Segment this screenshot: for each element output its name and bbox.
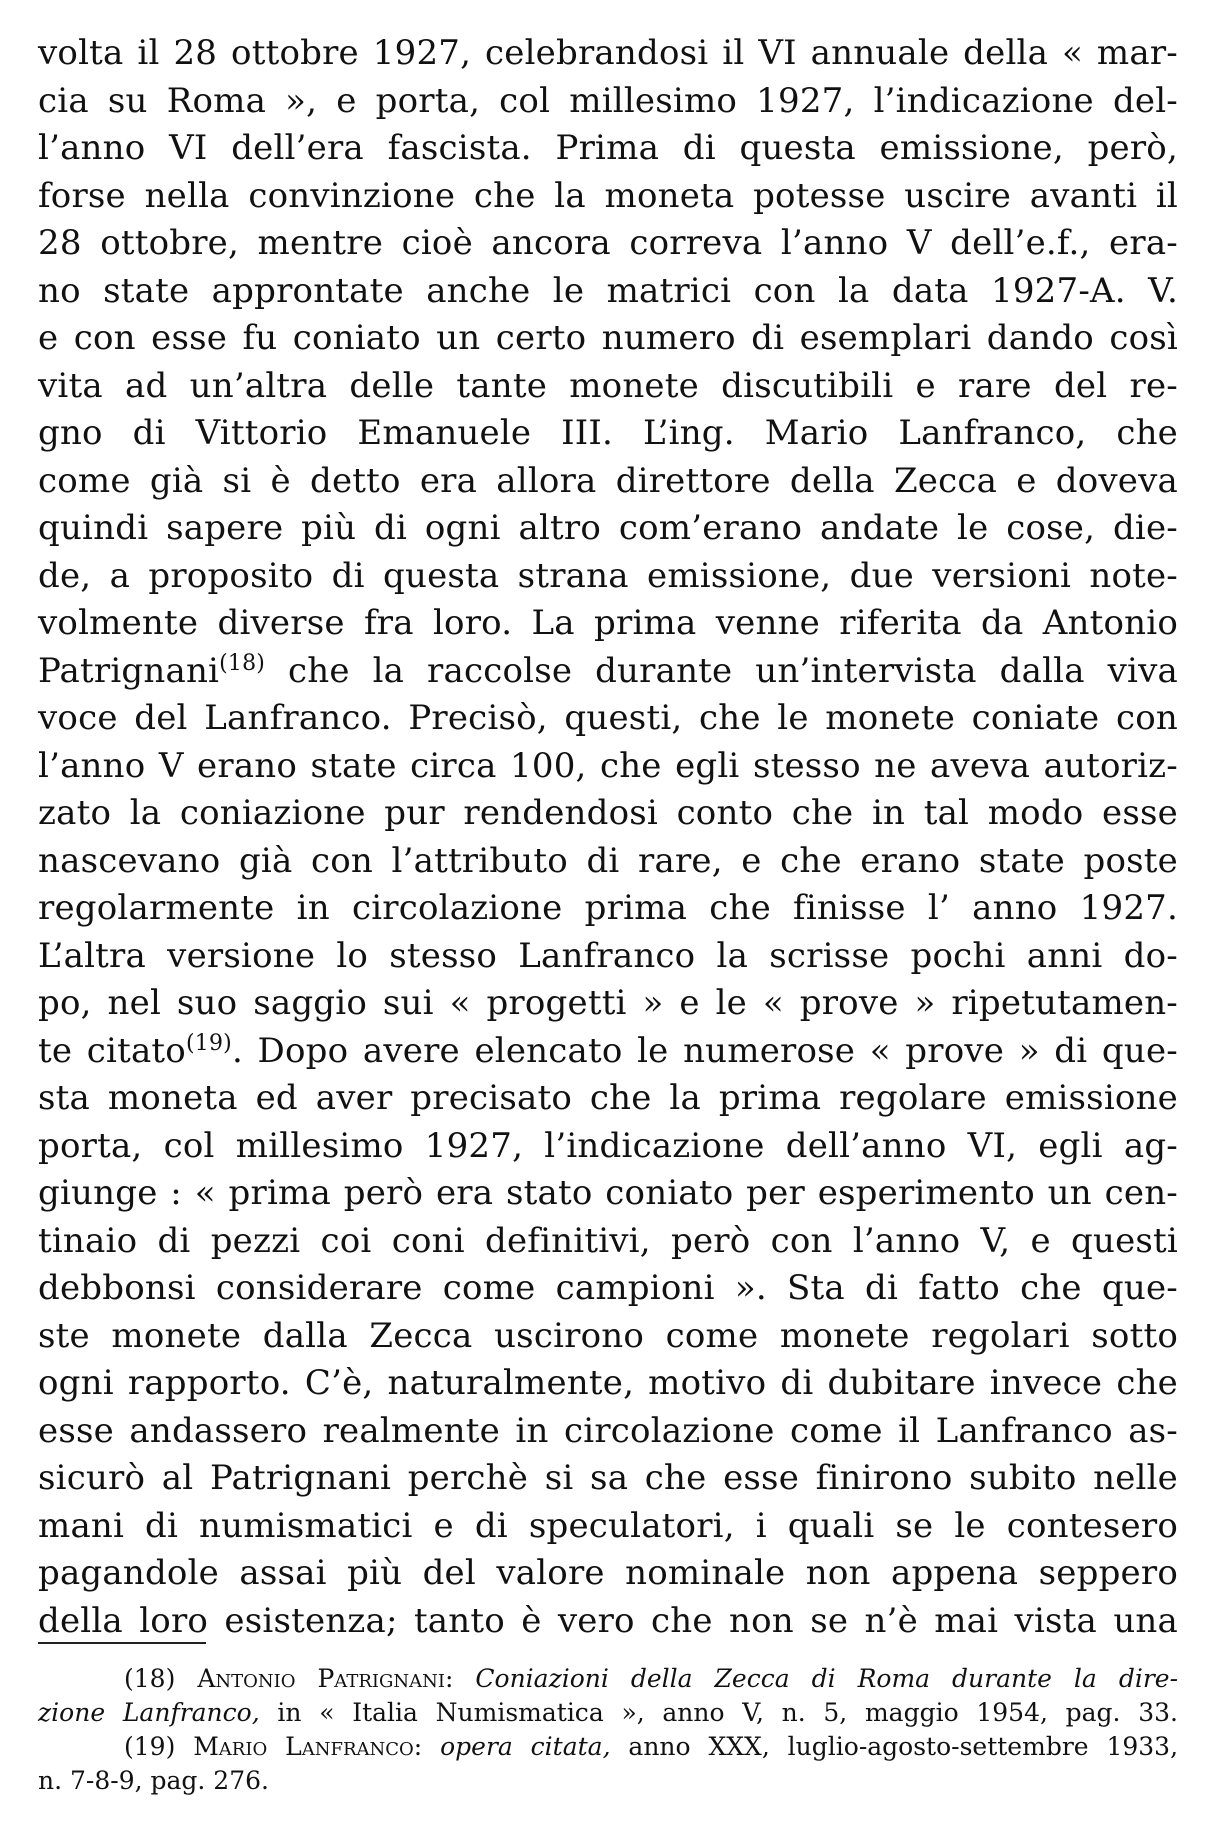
text-fragment: . Dopo avere elencato le numerose « prove » di que- (231, 1030, 1179, 1071)
text-line: no state approntate anche le matrici con la data 1927-A. V. (38, 270, 1178, 311)
text-line: giunge : « prima però era stato coniato per esperimento un cen- (38, 1173, 1178, 1213)
text-line: debbonsi considerare come campioni ». Sta di fatto che que- (38, 1268, 1178, 1308)
text-fragment: Patrignani (38, 650, 220, 691)
text-line: cia su Roma », e porta, col millesimo 1927, l’indicazione del- (38, 80, 1178, 121)
text-line: come già si è detto era allora direttore della Zecca e doveva (38, 460, 1178, 501)
footnote-title: opera citata, (440, 1732, 611, 1761)
text-line: volmente diverse fra loro. La prima venne riferita da Antonio (38, 603, 1178, 643)
text-line: porta, col millesimo 1927, l’indicazione dell’anno VI, egli ag- (38, 1125, 1178, 1166)
text-line: pagandole assai più del valore nominale non appena seppero (38, 1553, 1178, 1593)
footnote-18 (38, 1662, 1178, 1696)
footnote-citation: anno XXX, luglio-agosto-settembre 1933, (610, 1732, 1179, 1761)
page-body (38, 30, 1178, 1645)
text-line: sta moneta ed aver precisato che la prima regolare emissione (38, 1078, 1178, 1118)
text-line: quindi sapere più di ogni altro com’erano andate le cose, die- (38, 508, 1178, 548)
text-line-with-footnote-ref (38, 648, 1178, 696)
footnote-title: Coniazioni della Zecca di Roma durante la dire- (475, 1664, 1179, 1693)
text-line: 28 ottobre, mentre cioè ancora correva l’anno V dell’e.f., era- (38, 223, 1178, 263)
text-line: tinaio di pezzi coi coni definitivi, però con l’anno V, e questi (38, 1220, 1178, 1261)
footnotes (38, 1662, 1178, 1798)
text-line: forse nella convinzione che la moneta potesse uscire avanti il (38, 175, 1178, 216)
text-line: l’anno VI dell’era fascista. Prima di questa emissione, però, (38, 128, 1178, 168)
text-line: sicurò al Patrignani perchè si sa che esse finirono subito nelle (38, 1458, 1178, 1498)
footnote-title: zione Lanfranco, (38, 1698, 260, 1727)
text-line: zato la coniazione pur rendendosi conto che in tal modo esse (38, 793, 1178, 833)
text-line: po, nel suo saggio sui « progetti » e le « prove » ripetutamen- (38, 983, 1178, 1023)
text-fragment: che la raccolse durante un’intervista dalla viva (265, 650, 1178, 691)
text-line: mani di numismatici e di speculatori, i quali se le contesero (38, 1505, 1178, 1546)
text-line-with-footnote-ref (38, 1028, 1178, 1076)
body-paragraph (38, 30, 1178, 1645)
text-line: della loro esistenza; tanto è vero che non se n’è mai vista una (38, 1600, 1178, 1641)
text-line: ste monete dalla Zecca uscirono come monete regolari sotto (38, 1315, 1178, 1356)
text-line: regolarmente in circolazione prima che finisse l’ anno 1927. (38, 888, 1178, 928)
text-line: ogni rapporto. C’è, naturalmente, motivo di dubitare invece che (38, 1363, 1178, 1403)
footnote-19 (38, 1730, 1178, 1764)
text-line: esse andassero realmente in circolazione come il Lanfranco as- (38, 1410, 1178, 1451)
footnote-18-continued (38, 1696, 1178, 1730)
footnote-separator (38, 1642, 206, 1644)
text-line: L’altra versione lo stesso Lanfranco la scrisse pochi anni do- (38, 935, 1178, 976)
text-line: nascevano già con l’attributo di rare, e che erano state poste (38, 840, 1178, 881)
text-fragment: te citato (38, 1030, 186, 1071)
footnote-ref-19: (19) (185, 1030, 232, 1056)
text-line: vita ad un’altra delle tante monete discutibili e rare del re- (38, 365, 1178, 406)
text-line: l’anno V erano state circa 100, che egli stesso ne aveva autoriz- (38, 745, 1178, 786)
text-line: voce del Lanfranco. Precisò, questi, che le monete coniate con (38, 698, 1178, 738)
footnote-number: (19) (124, 1732, 194, 1761)
footnote-colon: : (413, 1732, 441, 1761)
text-line: de, a proposito di questa strana emissione, due versioni note- (38, 555, 1178, 596)
footnote-19-continued: n. 7-8-9, pag. 276. (38, 1766, 269, 1795)
footnote-colon: : (444, 1664, 476, 1693)
text-line: gno di Vittorio Emanuele III. L’ing. Mario Lanfranco, che (38, 413, 1178, 453)
footnote-author: Mario Lanfranco (193, 1732, 414, 1761)
footnote-citation: in « Italia Numismatica », anno V, n. 5, maggio 1954, pag. 33. (259, 1698, 1178, 1727)
text-line: e con esse fu coniato un certo numero di esemplari dando così (38, 318, 1178, 358)
footnote-number: (18) (124, 1664, 198, 1693)
footnote-author: Antonio Patrignani (197, 1664, 445, 1693)
footnote-ref-18: (18) (219, 650, 266, 676)
text-line: volta il 28 ottobre 1927, celebrandosi il VI annuale della « mar- (38, 33, 1178, 73)
